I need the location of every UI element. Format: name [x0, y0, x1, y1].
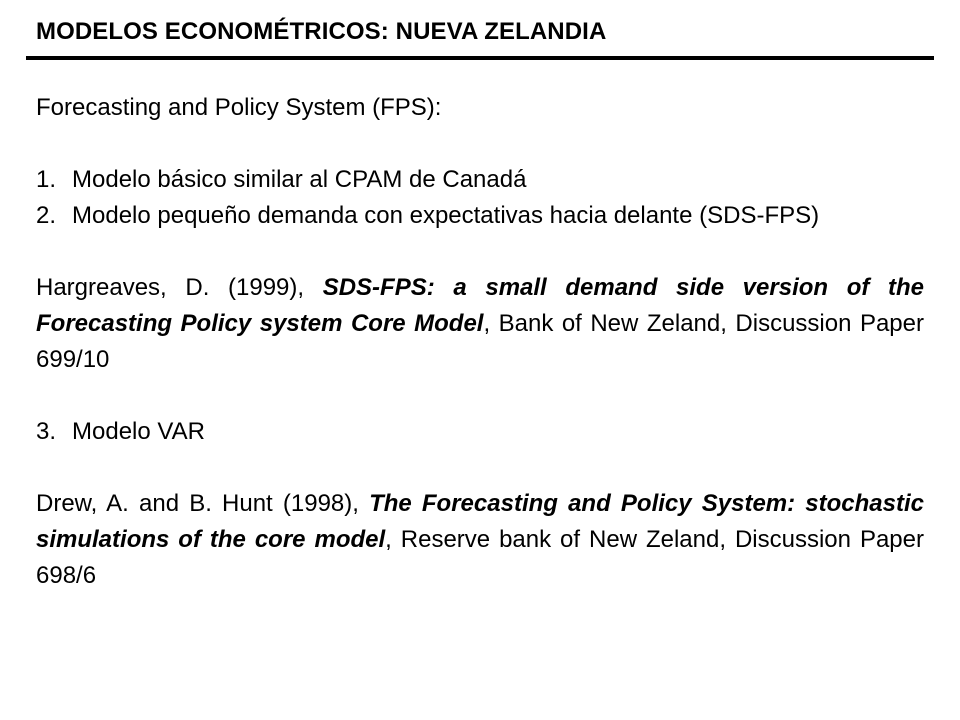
- slide-body: [36, 90, 924, 594]
- list-item: [36, 198, 924, 234]
- reference-title: SDS-FPS: a small demand side version of the Forecasting Policy system Core Model: [36, 274, 924, 337]
- list-number: 1.: [36, 166, 57, 193]
- title-divider: [26, 56, 934, 60]
- list-item: [36, 162, 924, 198]
- intro-line: Forecasting and Policy System (FPS):: [36, 94, 442, 121]
- reference-title: The Forecasting and Policy System: stochastic simulations of the core model: [36, 490, 924, 553]
- spacer: [36, 378, 924, 414]
- list-item: [36, 414, 924, 450]
- spacer: [36, 126, 924, 162]
- spacer: [36, 234, 924, 270]
- reference-hargreaves: [36, 270, 924, 378]
- list-item-text: Modelo básico similar al CPAM de Canadá: [72, 166, 527, 193]
- list-number: 3.: [36, 418, 57, 445]
- spacer: [36, 450, 924, 486]
- reference-source: , Bank of New Zeland, Discussion Paper 699/10: [36, 310, 924, 373]
- reference-drew-hunt: [36, 486, 924, 594]
- reference-authors: Hargreaves, D. (1999),: [36, 274, 323, 301]
- reference-source: , Reserve bank of New Zeland, Discussion Paper 698/6: [36, 526, 924, 589]
- slide-title: MODELOS ECONOMÉTRICOS: NUEVA ZELANDIA: [36, 18, 607, 45]
- list-item-text: Modelo pequeño demanda con expectativas hacia delante (SDS-FPS): [72, 202, 820, 229]
- list-item-text: Modelo VAR: [72, 418, 205, 445]
- reference-authors: Drew, A. and B. Hunt (1998),: [36, 490, 370, 517]
- list-number: 2.: [36, 202, 57, 229]
